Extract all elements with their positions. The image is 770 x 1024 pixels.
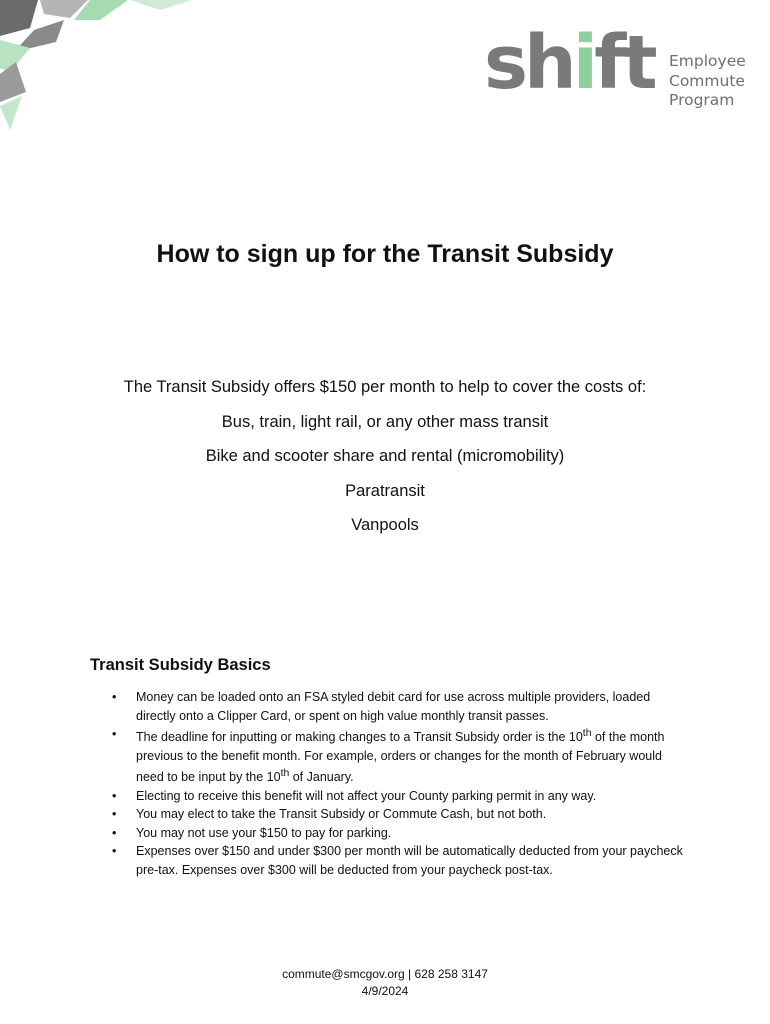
bullet-item [90,824,690,843]
bullet-item [90,688,690,725]
shift-logo [484,18,754,114]
logo-subtitle [669,52,746,111]
basics-bullet-list [90,688,690,879]
logo-subtitle-line: Commute [669,71,745,90]
bullet-text: You may not use your $150 to pay for parking. [136,825,392,840]
bullet-text: Money can be loaded onto an FSA styled debit card for use across multiple providers, loaded directly onto a Clipper Card, or spent on high value monthly transit passes. [136,690,651,723]
page-title: How to sign up for the Transit Subsidy [156,240,614,268]
footer-contact: commute@smcgov.org | 628 258 3147 [282,967,488,981]
superscript-th: th [582,728,592,739]
basics-heading: Transit Subsidy Basics [90,656,271,674]
bullet-text: of January. [289,770,354,785]
logo-wordmark [484,18,654,108]
superscript-th: th [280,768,290,780]
bullet-text: Expenses over $150 and under $300 per month will be automatically deducted from your paycheck pre-tax. Expenses over $300 will be deducted from your paycheck post-tax. [136,844,683,877]
bullet-text: You may elect to take the Transit Subsidy or Commute Cash, but not both. [136,807,547,822]
logo-subtitle-line: Employee [669,52,746,70]
bullet-text: The deadline for inputting or making changes to a Transit Subsidy order is the 10 [136,730,583,745]
logo-wordmark-sh: sh [484,20,573,106]
intro-lead: The Transit Subsidy offers $150 per month to help to cover the costs of: [123,378,647,396]
intro-section [0,370,770,543]
intro-item: Paratransit [345,481,425,500]
bullet-item [90,805,690,824]
bullet-item [90,842,690,879]
bullet-item [90,787,690,806]
bullet-text: Electing to receive this benefit will not affect your County parking permit in any way. [136,788,597,803]
page-footer [0,966,770,1000]
intro-item: Bike and scooter share and rental (micromobility) [205,447,565,465]
corner-shape-dark [0,0,38,36]
footer-date: 4/9/2024 [361,984,409,998]
bullet-item [90,725,690,787]
corner-shape-green-lower [0,96,22,130]
bullet-text: of the month previous to the benefit month. For example, orders or changes for the month of February would need to be input by the 10 [136,730,665,785]
intro-item: Bus, train, light rail, or any other mass transit [221,412,549,431]
corner-shape-pale-green [130,0,192,10]
decorative-corner-shapes [0,0,200,140]
intro-item: Vanpools [351,516,419,534]
logo-subtitle-line: Program [669,91,735,109]
logo-wordmark-i: i [572,20,595,106]
logo-wordmark-ft: ft [594,20,654,106]
